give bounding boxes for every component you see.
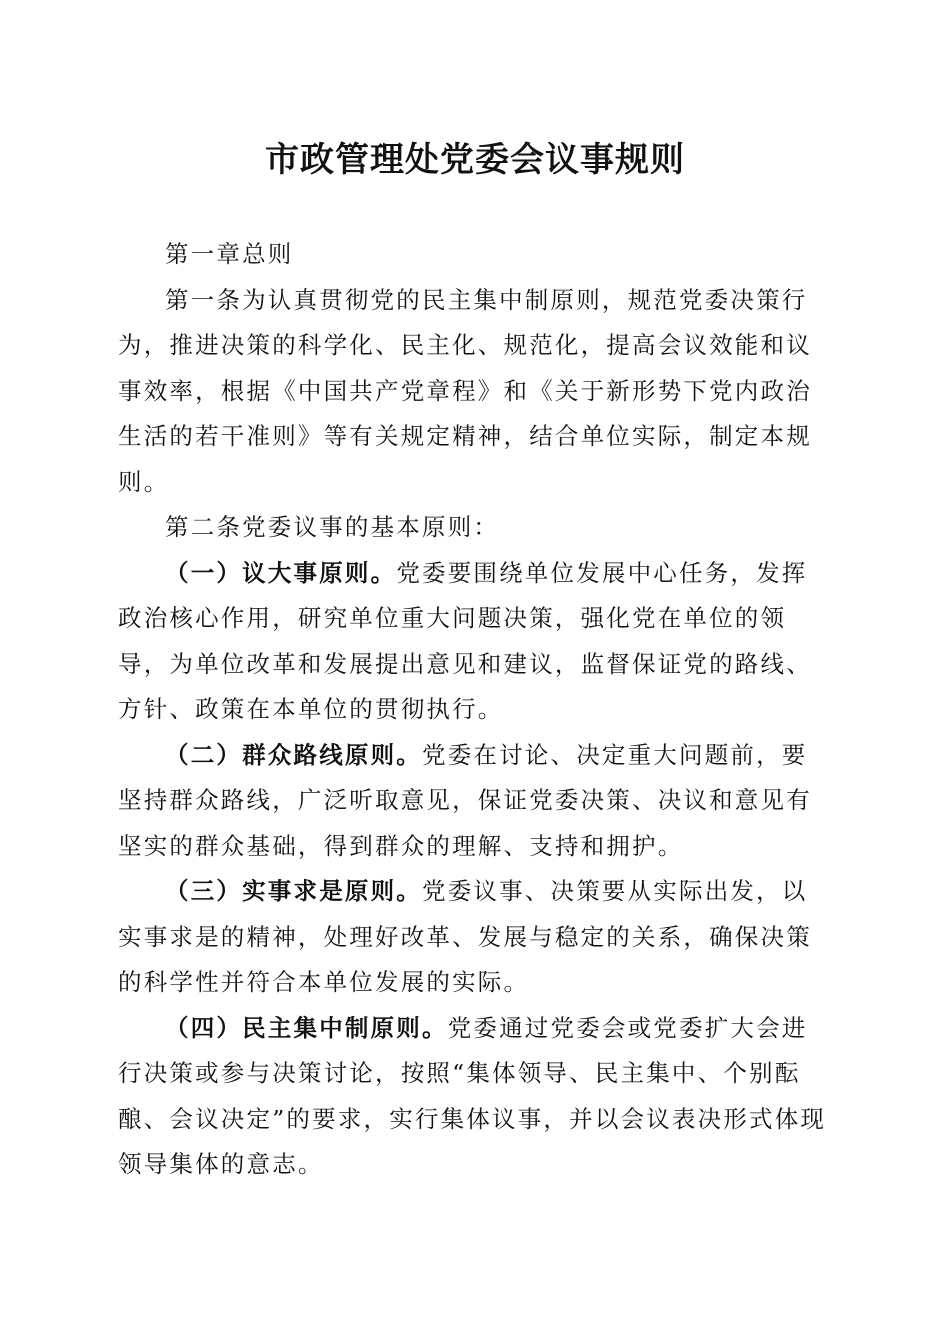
principle-3-label: （三）实事求是原则。: [165, 877, 422, 905]
principle-4: [118, 1006, 832, 1188]
principle-2: [118, 733, 832, 870]
principle-4-text: 党委通过党委会或党委扩大会进行决策或参与决策讨论，按照“集体领导、民主集中、个别酝酿、会议决定”的要求，实行集体议事，并以会议表决形式体现领导集体的意志。: [118, 1013, 827, 1178]
article-1: 第一条为认真贯彻党的民主集中制原则，规范党委决策行为，推进决策的科学化、民主化、规范化，提高会议效能和议事效率，根据《中国共产党章程》和《关于新形势下党内政治生活的若干准则》等有关规定精神，结合单位实际，制定本规则。: [118, 285, 812, 496]
article-2: 第二条党委议事的基本原则：: [165, 513, 500, 541]
principle-3-text: 党委议事、决策要从实际出发，以实事求是的精神，处理好改革、发展与稳定的关系，确保决策的科学性并符合本单位发展的实际。: [118, 877, 812, 996]
chapter-heading: 第一章总则: [165, 240, 294, 268]
principle-2-text: 党委在讨论、决定重大问题前，要坚持群众路线，广泛听取意见，保证党委决策、决议和意见有坚实的群众基础，得到群众的理解、支持和拥护。: [118, 740, 812, 860]
principle-1-text: 党委要围绕单位发展中心任务，发挥政治核心作用，研究单位重大问题决策，强化党在单位的领导，为单位改革和发展提出意见和建议，监督保证党的路线、方针、政策在本单位的贯彻执行。: [118, 558, 812, 723]
principle-2-label: （二）群众路线原则。: [165, 740, 422, 769]
document-body: [118, 232, 832, 1188]
principle-1-label: （一）议大事原则。: [165, 558, 397, 587]
principle-1: [118, 551, 832, 733]
document-title: 市政管理处党委会议事规则: [265, 140, 685, 180]
principle-4-label: （四）民主集中制原则。: [165, 1013, 448, 1042]
principle-3: [118, 869, 832, 1006]
